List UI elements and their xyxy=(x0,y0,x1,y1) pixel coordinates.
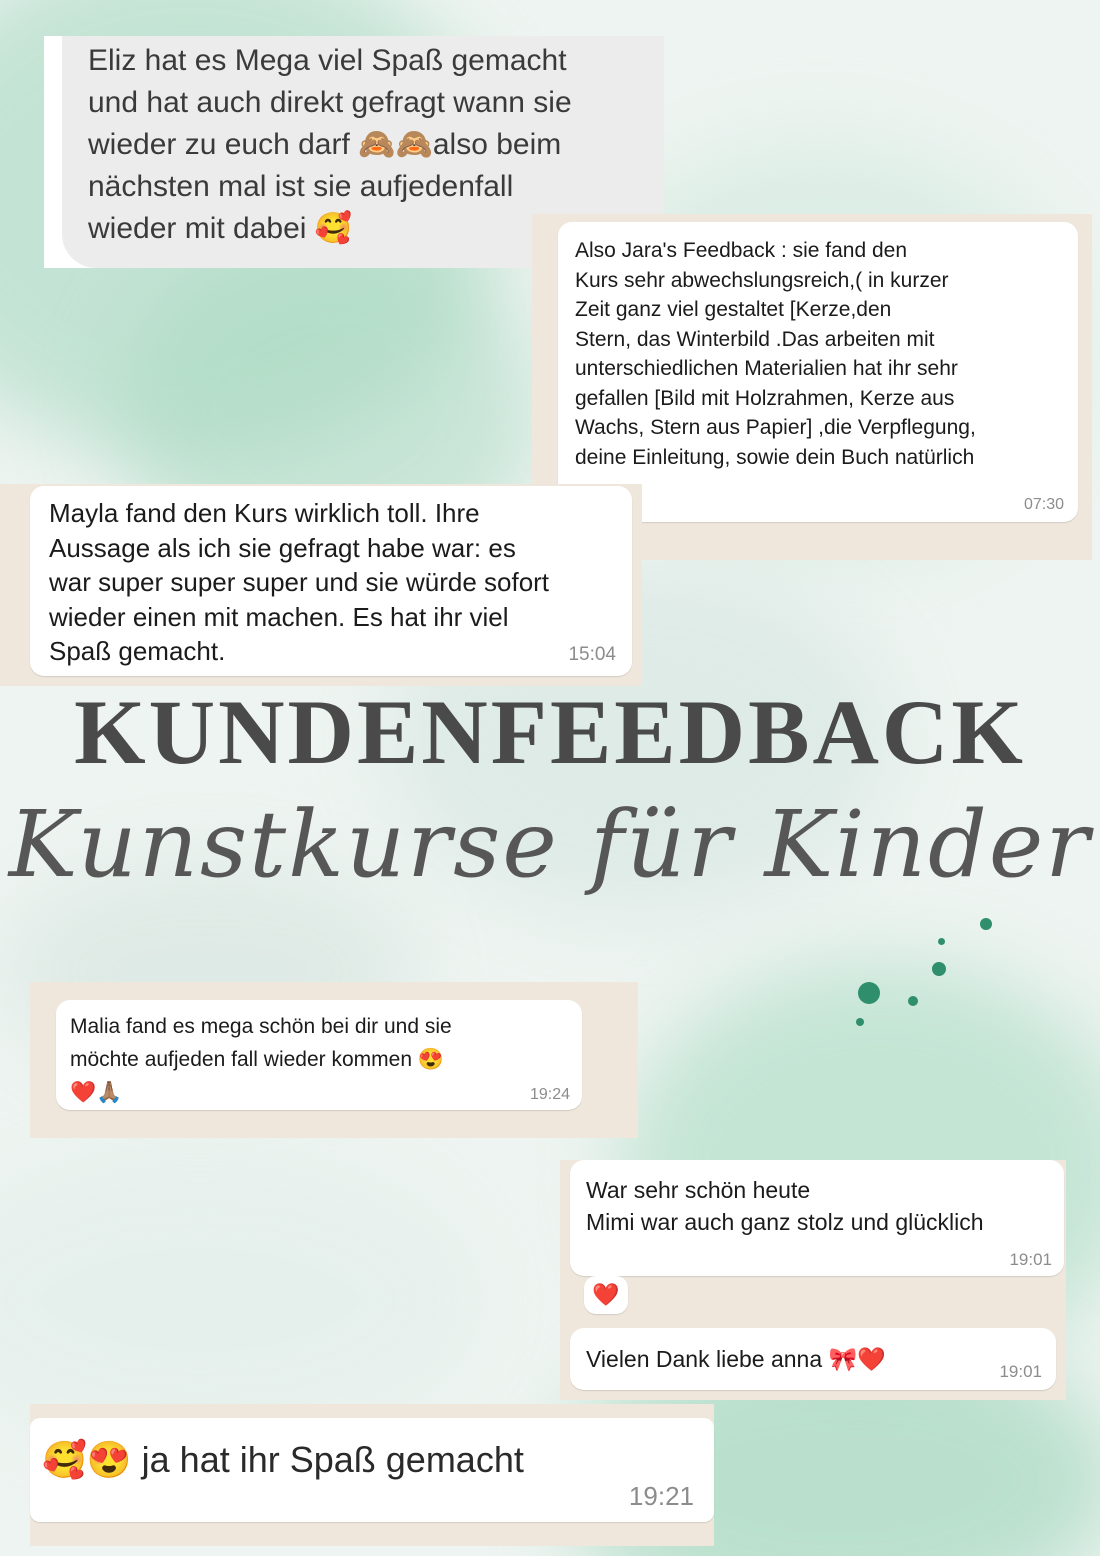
chat-bubble xyxy=(570,1160,1064,1276)
chat-bubble xyxy=(570,1328,1056,1390)
chat-bubble xyxy=(30,486,632,676)
page-subtitle: Kunstkurse für Kinder xyxy=(8,791,1092,898)
message-time: 19:21 xyxy=(628,1481,694,1511)
message-text: War sehr schön heute Mimi war auch ganz stolz und glücklich xyxy=(586,1177,984,1235)
feedback-card-last xyxy=(30,1404,714,1546)
chat-bubble xyxy=(56,1000,582,1110)
message-time: 19:01 xyxy=(1009,1250,1052,1269)
feedback-card-mimi xyxy=(560,1160,1066,1400)
message-time: 07:30 xyxy=(1023,496,1064,513)
message-text: 🥰😍 ja hat ihr Spaß gemacht xyxy=(42,1439,524,1480)
message-text: Vielen Dank liebe anna 🎀❤️ xyxy=(586,1346,886,1372)
page-title: KUNDENFEEDBACK xyxy=(74,681,1026,783)
message-text: Malia fand es mega schön bei dir und sie möchte aufjeden fall wieder kommen 😍 ❤️🙏🏽 xyxy=(70,1015,452,1104)
heart-reaction xyxy=(584,1276,628,1314)
feedback-card-mayla xyxy=(0,484,642,686)
message-text: Mayla fand den Kurs wirklich toll. Ihre Aussage als ich sie gefragt habe war: es war super super super und sie würde sofort wieder einen mit machen. Es hat ihr viel Spaß gemacht. xyxy=(49,498,550,666)
feedback-card-malia xyxy=(30,982,638,1138)
message-time: 15:04 xyxy=(568,644,616,665)
message-text: Also Jara's Feedback : sie fand den Kurs sehr abwechslungsreich,( in kurzer Zeit ganz viel gestaltet [Kerze,den Stern, das Winterbild .Das arbeiten mit unterschiedlichen Materialien hat ihr sehr gefallen [Bild mit Holzrahmen, Kerze aus Wachs, Stern aus Papier] ,die Verpflegung, deine Einleitung, sowie dein Buch natürlich xyxy=(575,239,976,469)
message-time: 19:01 xyxy=(999,1362,1042,1381)
message-text: Eliz hat es Mega viel Spaß gemacht und hat auch direkt gefragt wann sie wieder zu euch darf 🙈🙈also beim nächsten mal ist sie aufjedenfall wieder mit dabei 🥰 xyxy=(88,44,572,245)
chat-bubble xyxy=(30,1418,714,1522)
chat-bubble xyxy=(558,222,1078,522)
message-time: 19:24 xyxy=(529,1086,570,1103)
heart-icon: ❤️ xyxy=(592,1282,620,1307)
